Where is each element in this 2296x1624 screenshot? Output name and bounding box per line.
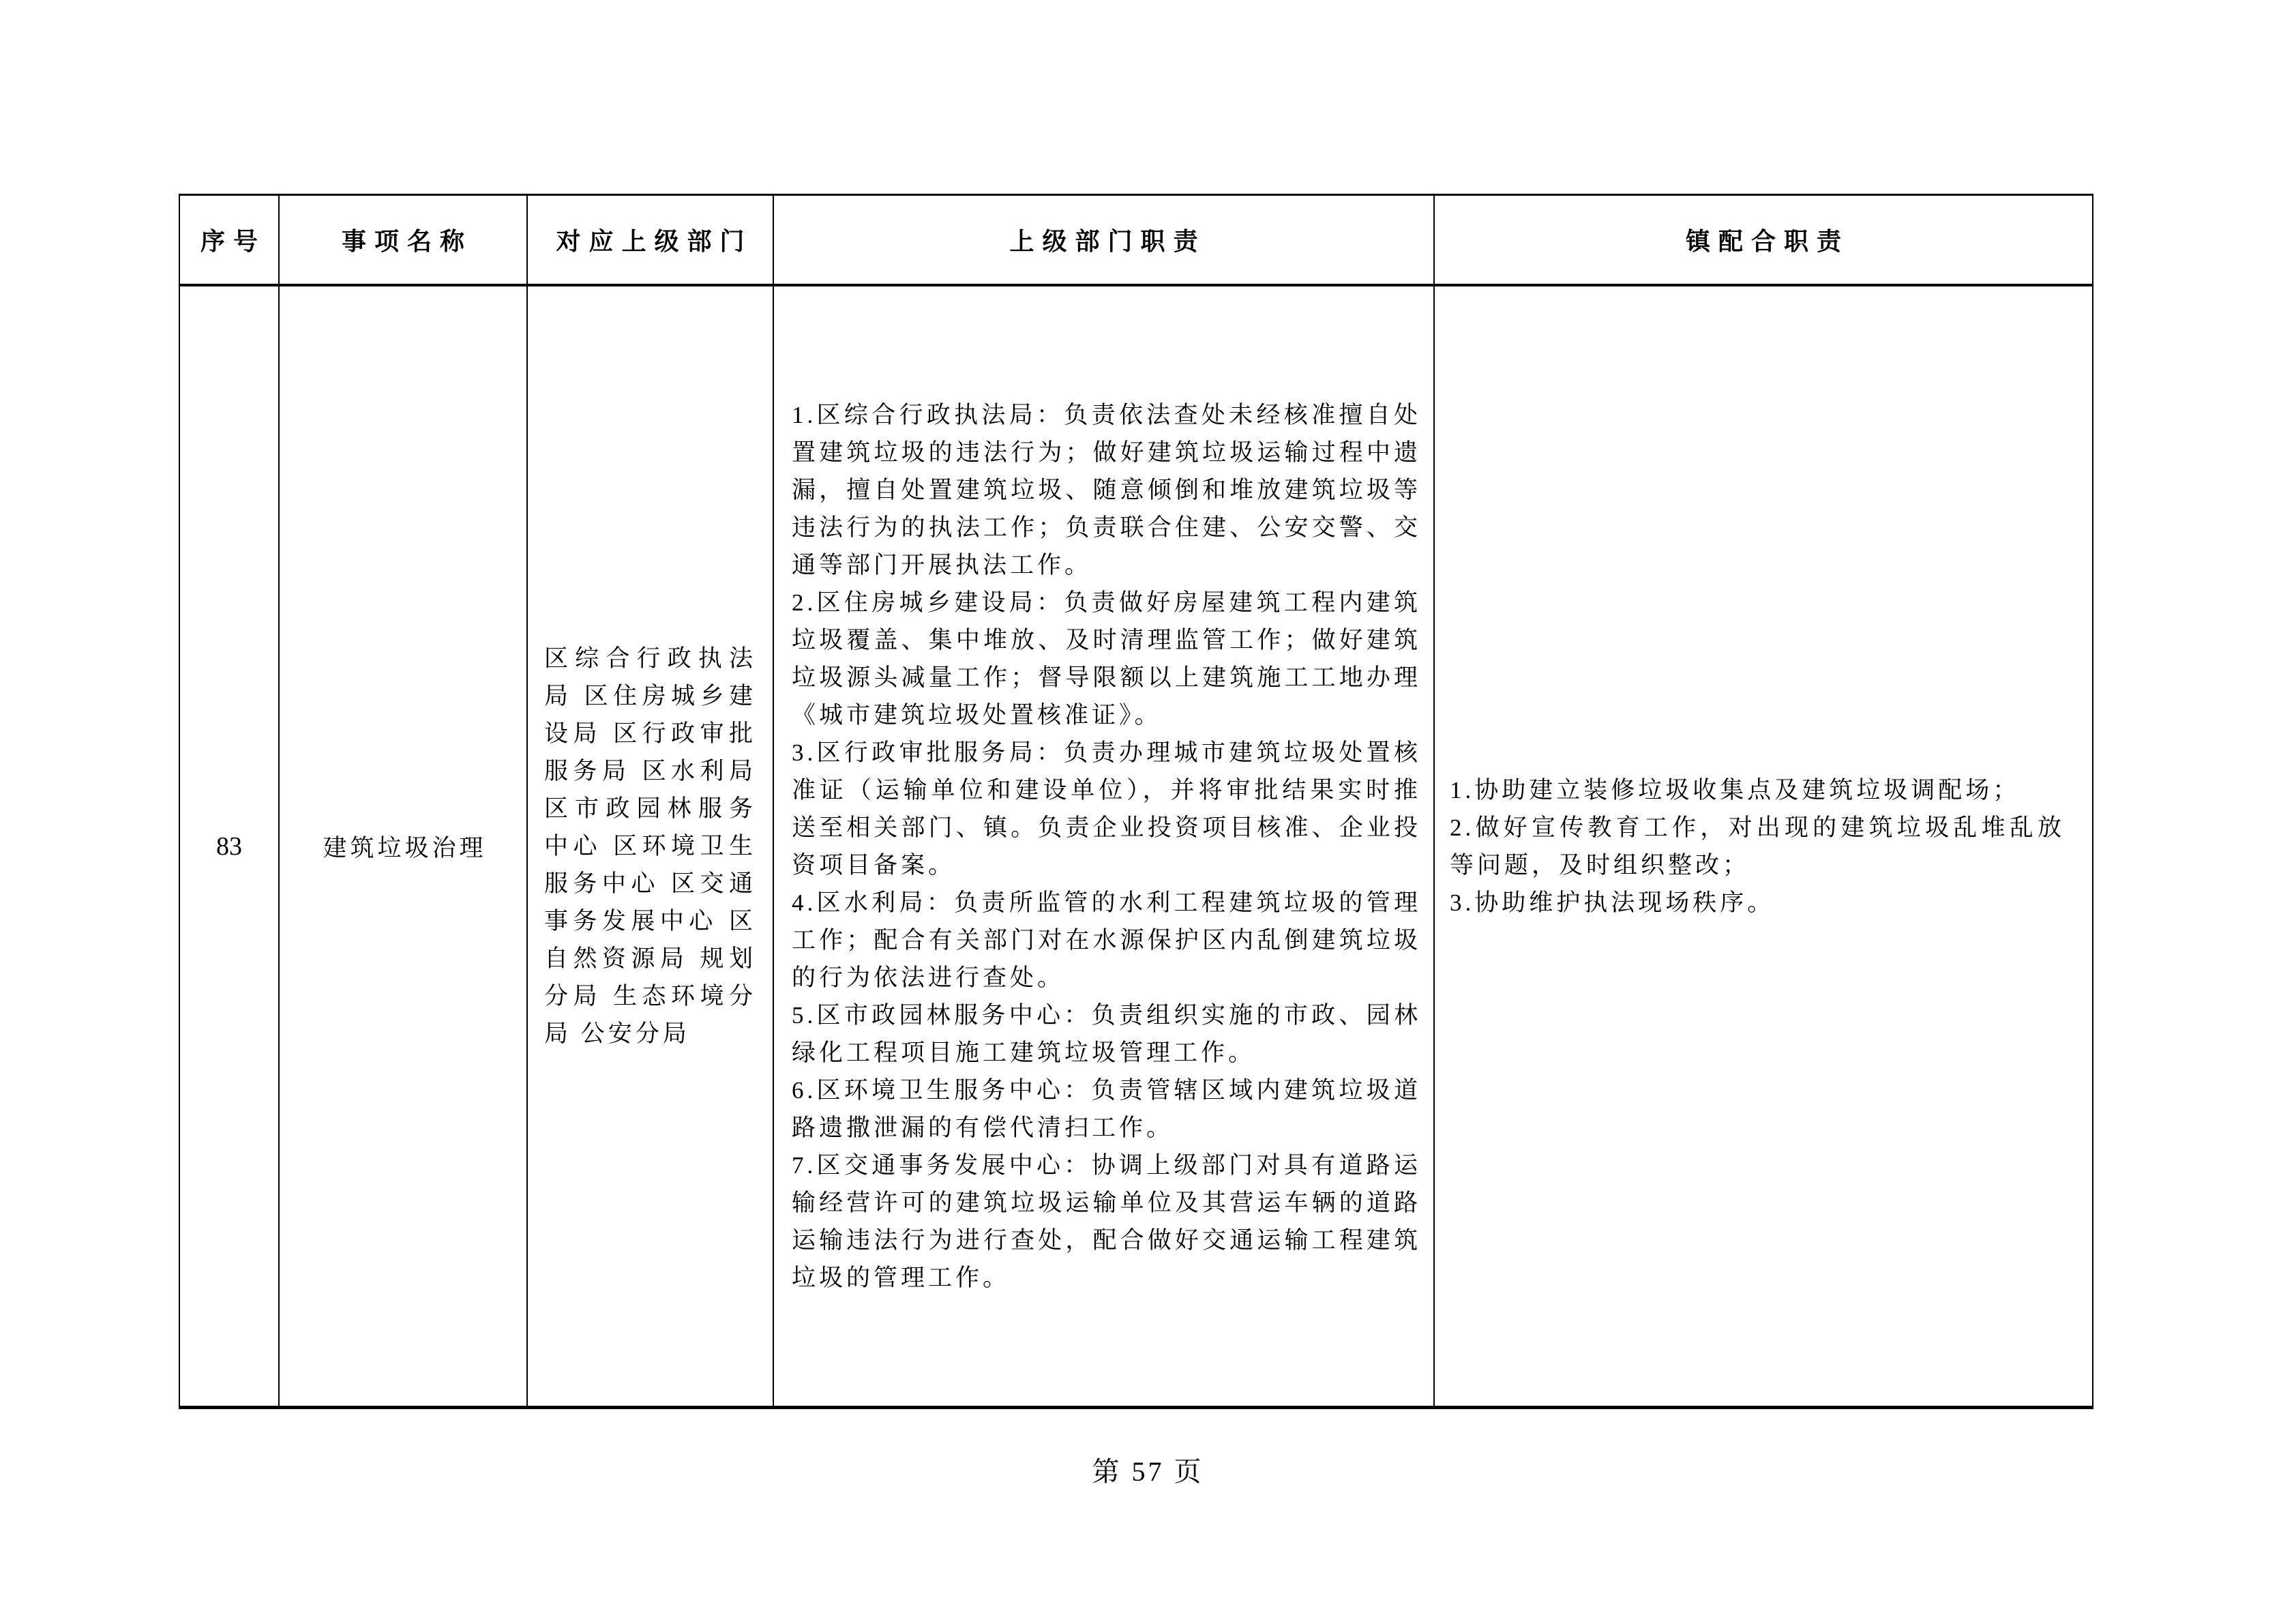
duty-item: 3.协助维护执法现场秩序。 [1450, 889, 1775, 916]
town-duties-text [1435, 771, 2092, 921]
column-header-superior-duties: 上级部门职责 [774, 196, 1435, 286]
column-header-town-duties: 镇配合职责 [1435, 196, 2092, 286]
cell-item-name: 建筑垃圾治理 [280, 286, 528, 1406]
cell-row-number: 83 [180, 286, 280, 1406]
cell-town-duties [1435, 286, 2092, 1406]
duty-item: 5.区市政园林服务中心：负责组织实施的市政、园林绿化工程项目施工建筑垃圾管理工作。 [792, 1001, 1421, 1066]
duty-item: 3.区行政审批服务局：负责办理城市建筑垃圾处置核准证（运输单位和建设单位），并将审批结果实时推送至相关部门、镇。负责企业投资项目核准、企业投资项目备案。 [792, 739, 1421, 879]
duty-item: 2.做好宣传教育工作，对出现的建筑垃圾乱堆乱放等问题，及时组织整改； [1450, 814, 2065, 879]
departments-text: 区综合行政执法局 区住房城乡建设局 区行政审批服务局 区水利局 区市政园林服务中心 区环境卫生服务中心 区交通事务发展中心 区自然资源局 规划分局 生态环境分局 公安分局 [544, 645, 756, 1047]
column-header-index: 序号 [180, 196, 280, 286]
cell-departments [528, 286, 774, 1406]
column-header-item-name: 事项名称 [280, 196, 528, 286]
duty-item: 1.协助建立装修垃圾收集点及建筑垃圾调配场； [1450, 776, 2021, 803]
duty-item: 2.区住房城乡建设局：负责做好房屋建筑工程内建筑垃圾覆盖、集中堆放、及时清理监管工作；做好建筑垃圾源头减量工作；督导限额以上建筑施工工地办理《城市建筑垃圾处置核准证》。 [792, 589, 1421, 728]
duty-item: 7.区交通事务发展中心：协调上级部门对具有道路运输经营许可的建筑垃圾运输单位及其营运车辆的道路运输违法行为进行查处，配合做好交通运输工程建筑垃圾的管理工作。 [792, 1151, 1421, 1291]
page-number: 第 57 页 [1092, 1456, 1204, 1487]
responsibility-table [179, 194, 2093, 1409]
column-header-departments: 对应上级部门 [528, 196, 774, 286]
cell-superior-duties [774, 286, 1435, 1406]
duty-item: 4.区水利局：负责所监管的水利工程建筑垃圾的管理工作；配合有关部门对在水源保护区内乱倒建筑垃圾的行为依法进行查处。 [792, 889, 1421, 991]
duty-item: 1.区综合行政执法局：负责依法查处未经核准擅自处置建筑垃圾的违法行为；做好建筑垃圾运输过程中遗漏，擅自处置建筑垃圾、随意倾倒和堆放建筑垃圾等违法行为的执法工作；负责联合住建、公安交警、交通等部门开展执法工作。 [792, 401, 1421, 578]
superior-duties-text [774, 396, 1433, 1297]
duty-item: 6.区环境卫生服务中心：负责管辖区域内建筑垃圾道路遗撒泄漏的有偿代清扫工作。 [792, 1076, 1421, 1141]
